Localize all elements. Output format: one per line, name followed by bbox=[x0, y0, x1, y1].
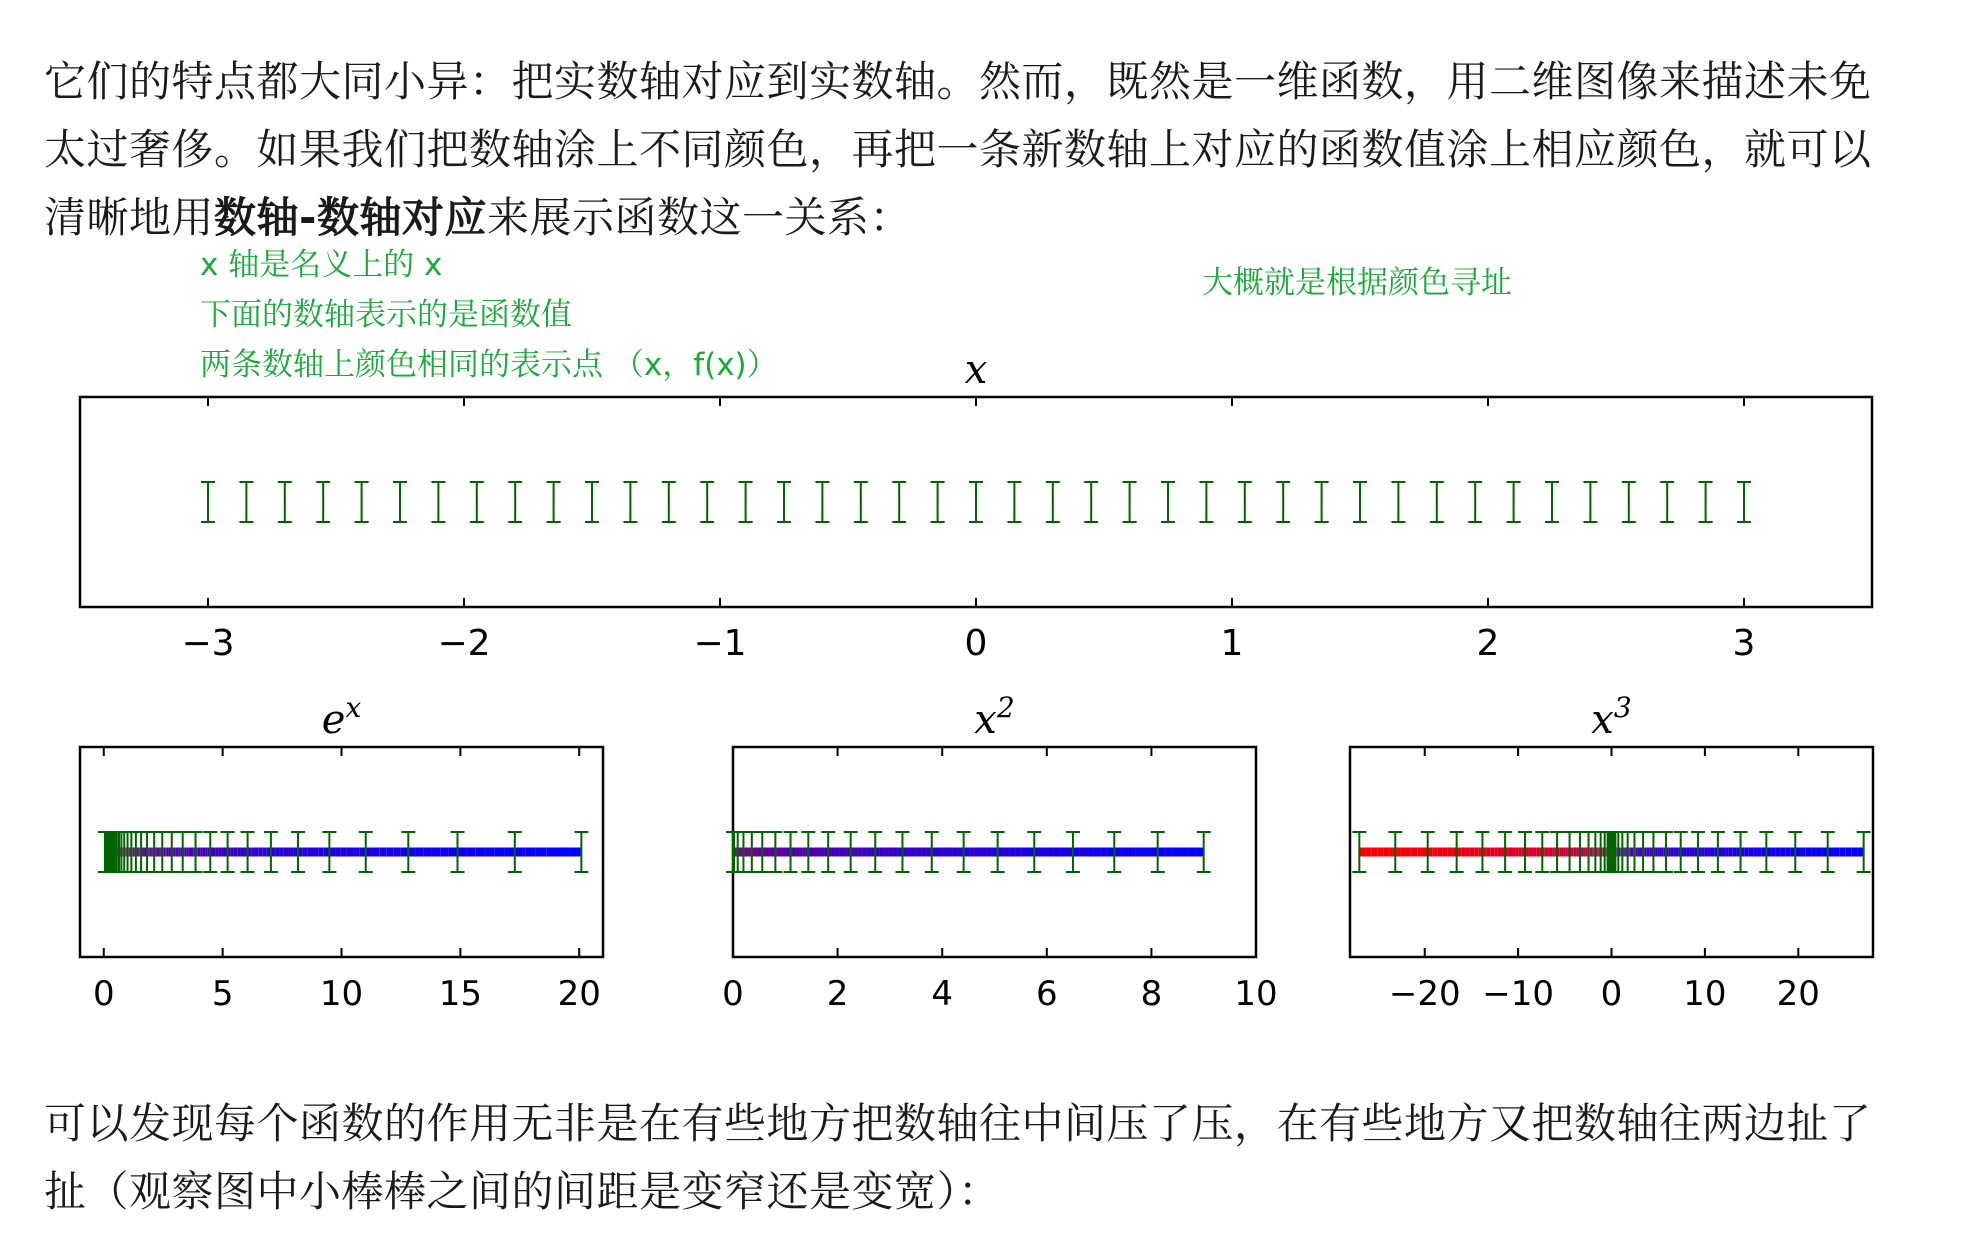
intro-text-before: 它们的特点都大同小异：把实数轴对应到实数轴。然而，既然是一维函数，用二维图像来描述未免太过奢侈。如果我们把数轴涂上不同颜色，再把一条新数轴上对应的函数值涂上相应颜色，就可以清晰地用 bbox=[44, 57, 1872, 242]
outro-paragraph: 可以发现每个函数的作用无非是在有些地方把数轴往中间压了压，在有些地方又把数轴往两边扯了扯（观察图中小棒棒之间的间距是变窄还是变宽）： bbox=[44, 1099, 1872, 1216]
tick-label-square-3: 6 bbox=[1035, 974, 1058, 1014]
tick-label-x-4: 1 bbox=[1220, 623, 1244, 664]
tick-label-cube-1: −10 bbox=[1482, 974, 1554, 1014]
tick-label-x-1: −2 bbox=[437, 623, 491, 664]
tick-label-square-1: 2 bbox=[826, 974, 849, 1014]
chart-title-x: x bbox=[964, 347, 988, 393]
chart-panel-cube bbox=[1350, 691, 1873, 1014]
annotation-line-2: 下面的数轴表示的是函数值 bbox=[200, 297, 572, 333]
annotation-line-3: 两条数轴上颜色相同的表示点 （x，f(x)） bbox=[200, 347, 778, 383]
tick-label-square-4: 8 bbox=[1140, 974, 1163, 1014]
tick-label-cube-0: −20 bbox=[1388, 974, 1461, 1014]
chart-title-exp-square: 2 bbox=[996, 691, 1015, 724]
chart-title-base-cube: x bbox=[1591, 697, 1614, 743]
tick-label-exp-3: 15 bbox=[438, 974, 482, 1014]
tick-label-exp-1: 5 bbox=[211, 974, 234, 1014]
chart-panel-exp bbox=[80, 691, 603, 1014]
tick-label-x-3: 0 bbox=[964, 623, 988, 664]
annotation-right: 大概就是根据颜色寻址 bbox=[1202, 265, 1512, 301]
tick-label-exp-4: 20 bbox=[557, 974, 601, 1014]
chart-title-base-exp: e bbox=[321, 697, 346, 743]
chart-panel-square bbox=[722, 691, 1277, 1014]
tick-label-cube-2: 0 bbox=[1600, 974, 1623, 1014]
intro-text-after: 来展示函数这一关系： bbox=[486, 193, 912, 242]
chart-title-cube bbox=[1591, 691, 1631, 743]
intro-bold-term: 数轴-数轴对应 bbox=[214, 193, 487, 242]
tick-label-x-6: 3 bbox=[1732, 623, 1756, 664]
chart-panel-x bbox=[80, 347, 1872, 664]
chart-title-exp-exp: x bbox=[345, 691, 362, 724]
tick-label-square-5: 10 bbox=[1234, 974, 1278, 1014]
tick-label-exp-2: 10 bbox=[319, 974, 364, 1014]
annotation-line-1: x 轴是名义上的 x bbox=[200, 247, 443, 283]
tick-label-x-0: −3 bbox=[181, 623, 235, 664]
tick-label-cube-3: 10 bbox=[1683, 974, 1727, 1014]
chart-title-exp-cube: 3 bbox=[1613, 691, 1632, 724]
tick-label-x-2: −1 bbox=[693, 623, 747, 664]
tick-label-square-2: 4 bbox=[931, 974, 954, 1014]
tick-label-exp-0: 0 bbox=[92, 974, 115, 1014]
chart-title-base-square: x bbox=[974, 697, 997, 743]
tick-label-square-0: 0 bbox=[722, 974, 744, 1014]
chart-title-square bbox=[974, 691, 1014, 743]
tick-label-x-5: 2 bbox=[1476, 623, 1500, 664]
tick-label-cube-4: 20 bbox=[1776, 974, 1820, 1014]
chart-title-exp bbox=[322, 691, 362, 743]
